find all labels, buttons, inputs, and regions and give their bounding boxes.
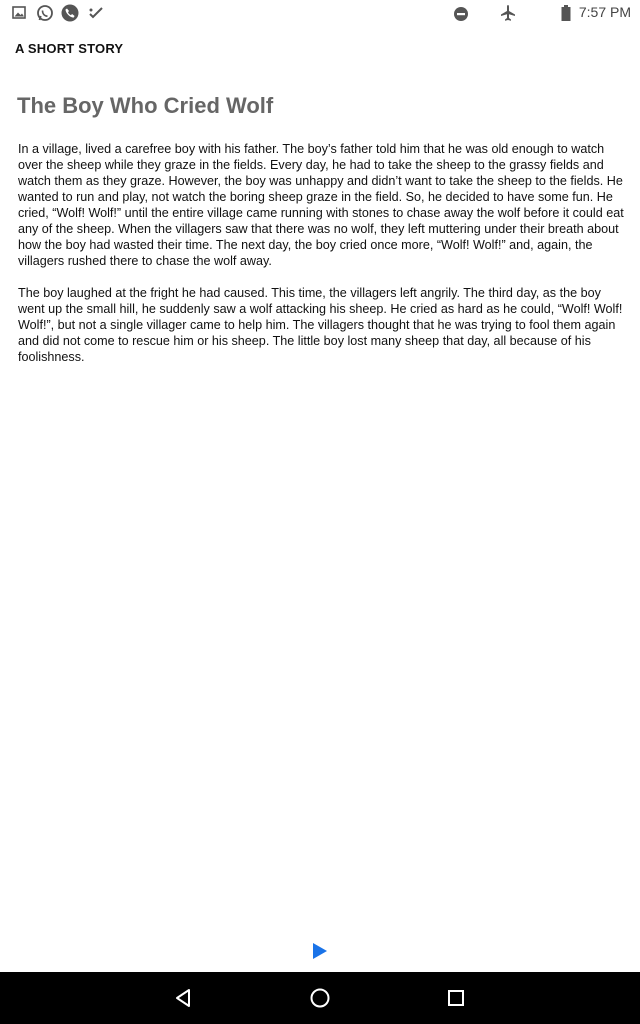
gallery-icon	[12, 3, 26, 23]
status-time: 7:57 PM	[578, 4, 631, 20]
app-title: A SHORT STORY	[15, 41, 124, 56]
airplane-mode-icon	[498, 3, 518, 23]
story-title: The Boy Who Cried Wolf	[17, 93, 274, 118]
battery-icon	[560, 3, 572, 23]
phone-icon	[60, 3, 80, 23]
navigation-bar	[0, 972, 640, 1024]
play-icon[interactable]	[312, 942, 328, 960]
home-icon[interactable]	[308, 986, 332, 1010]
recents-icon[interactable]	[444, 986, 468, 1010]
whatsapp-icon	[36, 3, 54, 23]
story-paragraph: In a village, lived a carefree boy with his father. The boy’s father told him that he was old enough to watch over the sheep while they graze in the fields. Every day, he had to take the sheep to the grassy fields and watch them as they graze. However, the boy was unhappy and didn’t want to take the sheep to the fields. He wanted to run and play, not watch the boring sheep graze in the field. So, he decided to have some fun. He cried, “Wolf! Wolf!” until the entire village came running with stones to chase away the wolf before it could eat any of the sheep. When the villagers saw that there was no wolf, they left muttering under their breath about how the boy had wasted their time. The next day, the boy cried once more, “Wolf! Wolf!” and, again, the villagers rushed there to chase the wolf away.	[18, 142, 624, 268]
do-not-disturb-icon	[452, 3, 470, 23]
back-icon[interactable]	[172, 986, 196, 1010]
status-bar	[0, 0, 640, 26]
missed-call-icon	[88, 3, 104, 23]
story-paragraph: The boy laughed at the fright he had caused. This time, the villagers left angrily. The third day, as the boy went up the small hill, he suddenly saw a wolf attacking his sheep. He cried as hard as he could, “Wolf! Wolf! Wolf!”, but not a single villager came to help him. The villagers thought that he was trying to fool them again and did not come to rescue him or his sheep. The little boy lost many sheep that day, all because of his foolishness.	[18, 286, 623, 364]
story-body	[18, 141, 626, 381]
